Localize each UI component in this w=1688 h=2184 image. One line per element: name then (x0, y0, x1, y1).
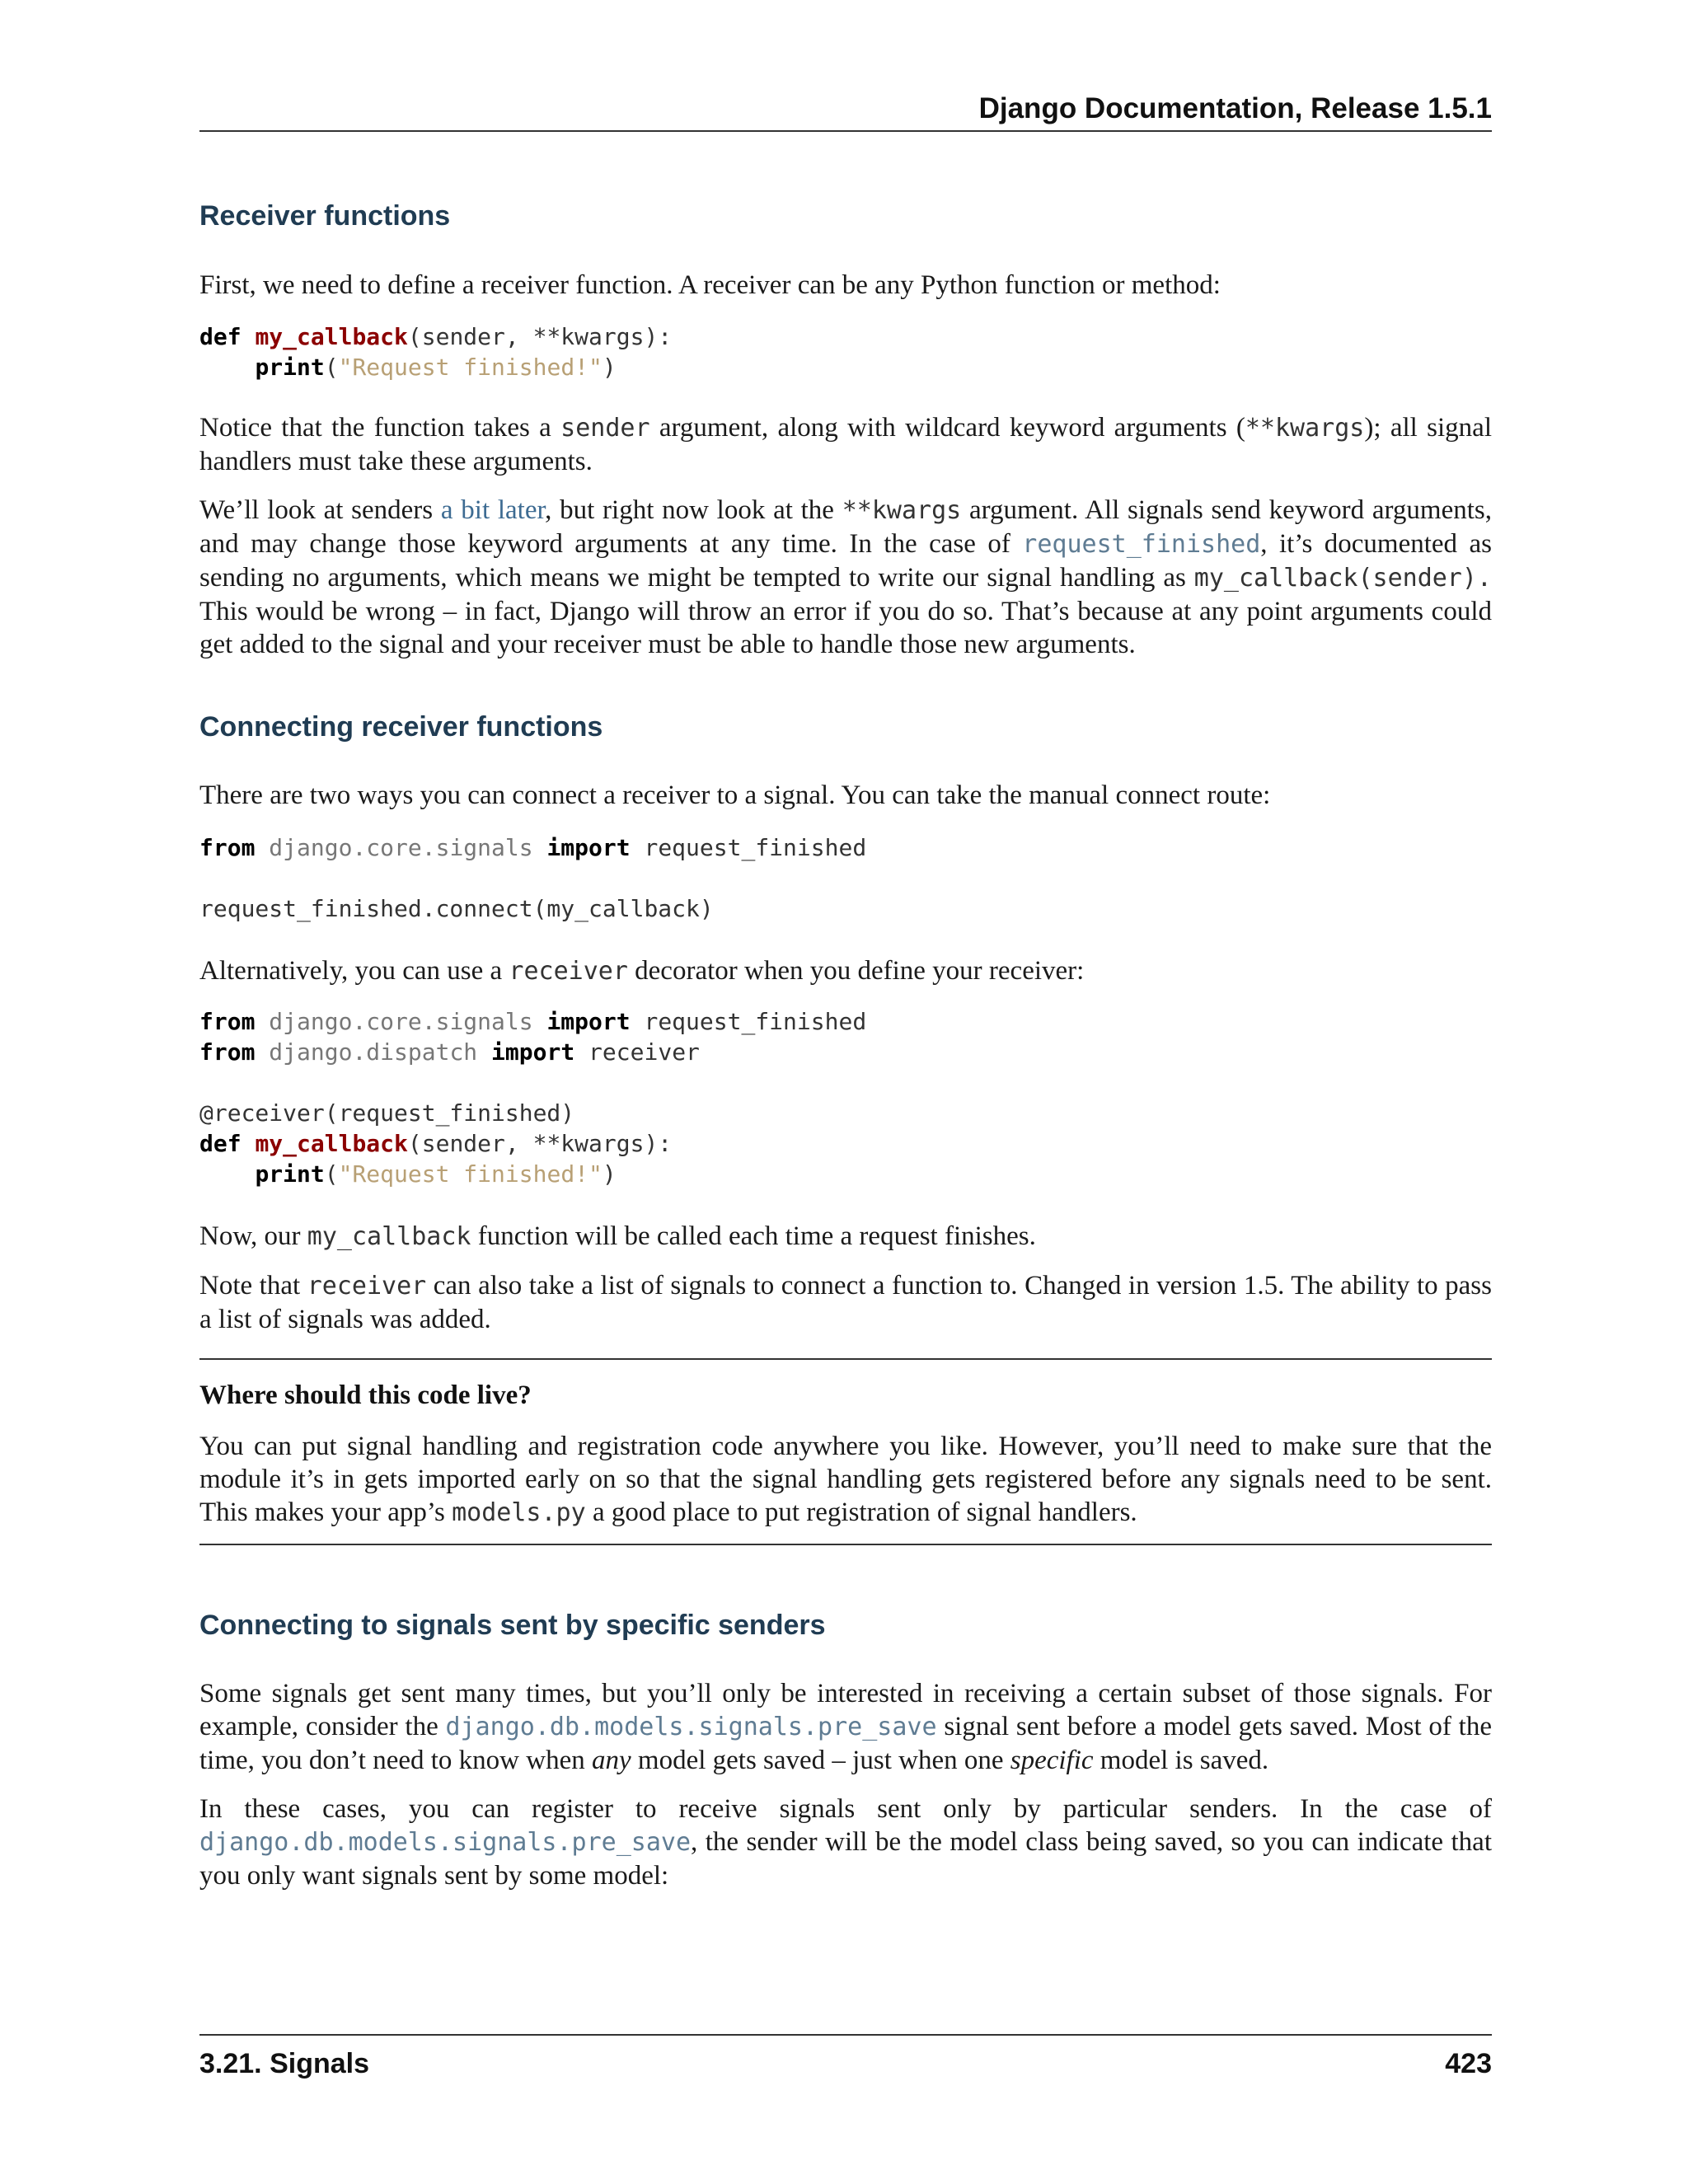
keyword-def: def (199, 1130, 241, 1157)
paragraph: First, we need to define a receiver function. A receiver can be any Python function or method: (199, 270, 1221, 300)
inline-code: **kwargs (1245, 414, 1365, 443)
code-indent (199, 1160, 255, 1188)
code-connect-call: request_finished.connect(my_callback) (199, 895, 714, 922)
link-pre-save[interactable]: django.db.models.signals.pre_save (199, 1828, 692, 1857)
keyword-from: from (199, 1008, 256, 1035)
note-paragraph (199, 1430, 1492, 1530)
code-paren: ) (602, 1160, 617, 1188)
text: can also take a list of signals to connect a function to. Changed in version 1.5. The ability to pass a list of signals was added. (199, 1271, 1492, 1334)
text: You can put signal handling and registration code anywhere you like. However, you’ll need to make sure that the module it’s in gets imported early on so that the signal handling gets registered before any signals need to be sent. This makes your app’s (199, 1432, 1492, 1527)
module-name: django.core.signals (269, 1008, 533, 1035)
code-paren: ( (324, 1160, 339, 1188)
text: function will be called each time a request finishes. (471, 1221, 1036, 1251)
text: , the sender will be the model class being saved, so you can indicate that you only want signals sent by some model: (199, 1827, 1492, 1891)
text: model gets saved – just when one (631, 1746, 1010, 1775)
emphasis: specific (1010, 1746, 1094, 1775)
code-paren: ) (602, 354, 617, 381)
running-header: Django Documentation, Release 1.5.1 (978, 92, 1492, 124)
keyword-from: from (199, 834, 256, 861)
note-title: Where should this code live? (199, 1380, 532, 1410)
keyword-print: print (255, 1160, 325, 1188)
inline-code: receiver (509, 957, 628, 986)
footer-rule (199, 2034, 1492, 2036)
text: decorator when you define your receiver: (627, 956, 1085, 986)
module-name: django.core.signals (269, 834, 533, 861)
import-name: request_finished (644, 834, 867, 861)
code-decorator: @receiver(request_finished) (199, 1099, 575, 1127)
paragraph (199, 954, 1492, 988)
paragraph (199, 1793, 1492, 1892)
text: In these cases, you can register to receive signals sent only by particular senders. In the case of (199, 1794, 1492, 1824)
code-block-decorator (199, 1006, 866, 1189)
heading-connecting-receiver-functions: Connecting receiver functions (199, 711, 603, 743)
link-a-bit-later[interactable]: a bit later (440, 495, 546, 525)
text: Note that (199, 1271, 307, 1301)
note-bottom-rule (199, 1544, 1492, 1545)
paragraph (199, 1220, 1492, 1254)
heading-receiver-functions: Receiver functions (199, 200, 451, 232)
heading-specific-senders: Connecting to signals sent by specific senders (199, 1610, 826, 1641)
code-block-connect (199, 832, 866, 924)
inline-code: receiver (307, 1272, 427, 1301)
paragraph: There are two ways you can connect a receiver to a signal. You can take the manual connect route: (199, 780, 1271, 810)
page-number: 423 (1445, 2048, 1492, 2079)
keyword-import: import (491, 1038, 575, 1066)
header-rule (199, 130, 1492, 132)
paragraph (199, 494, 1492, 661)
inline-code: my_callback (307, 1222, 471, 1251)
module-name: django.dispatch (269, 1038, 478, 1066)
keyword-import: import (546, 1008, 631, 1035)
keyword-import: import (546, 834, 631, 861)
inline-code: **kwargs (842, 496, 962, 525)
emphasis: any (592, 1746, 631, 1775)
keyword-def: def (199, 323, 241, 350)
text: This would be wrong – in fact, Django will throw an error if you do so. That’s because at any point arguments could get added to the signal and your receiver must be able to handle those new arguments. (199, 597, 1492, 659)
link-pre-save[interactable]: django.db.models.signals.pre_save (445, 1713, 937, 1741)
text: a good place to put registration of signal handlers. (585, 1497, 1137, 1527)
text: Notice that the function takes a (199, 413, 561, 443)
code-args: (sender, **kwargs): (407, 323, 673, 350)
text: Some signals get sent many times, but you’ll only be interested in receiving a certain subset of those signals. For example, consider the (199, 1679, 1492, 1741)
import-name: request_finished (644, 1008, 867, 1035)
function-name: my_callback (255, 1130, 408, 1157)
code-string: "Request finished!" (338, 1160, 603, 1188)
code-paren: ( (324, 354, 339, 381)
text: , it’s documented as sending no arguments, which means we might be tempted to write our signal handling as (199, 529, 1492, 593)
text: model is saved. (1093, 1746, 1269, 1775)
note-top-rule (199, 1358, 1492, 1360)
text: signal sent before a model gets saved. Most of the time, you don’t need to know when (199, 1712, 1492, 1775)
text: ); all signal handlers must take these arguments. (199, 413, 1492, 476)
inline-code: models.py (452, 1498, 586, 1527)
text: Now, our (199, 1221, 307, 1251)
link-request-finished[interactable]: request_finished (1022, 530, 1261, 559)
footer-section: 3.21. Signals (199, 2048, 369, 2079)
code-indent (199, 354, 255, 381)
function-name: my_callback (255, 323, 408, 350)
keyword-print: print (255, 354, 325, 381)
text: argument. All signals send keyword arguments, and may change those keyword arguments at any time. In the case of (199, 495, 1492, 559)
keyword-from: from (199, 1038, 256, 1066)
inline-code: sender (560, 414, 650, 443)
text: , but right now look at the (545, 495, 842, 525)
paragraph (199, 1269, 1492, 1336)
text: We’ll look at senders (199, 495, 441, 525)
paragraph (199, 411, 1492, 478)
code-string: "Request finished!" (338, 354, 603, 381)
inline-code: my_callback(sender). (1193, 564, 1492, 593)
text: Alternatively, you can use a (199, 956, 509, 986)
code-block-receiver (199, 321, 672, 382)
text: argument, along with wildcard keyword arguments ( (649, 413, 1245, 443)
paragraph (199, 1677, 1492, 1777)
import-name: receiver (588, 1038, 700, 1066)
code-args: (sender, **kwargs): (407, 1130, 673, 1157)
